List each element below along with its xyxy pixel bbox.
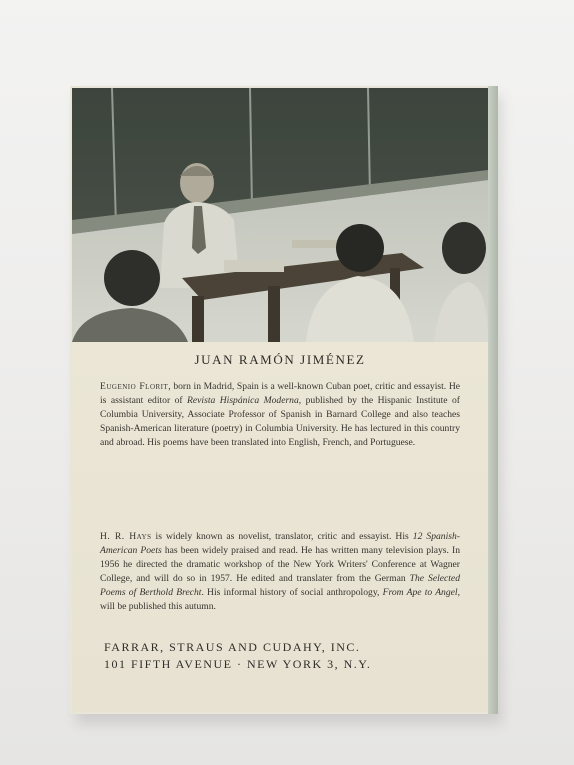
bio-hr-hays [100, 530, 460, 614]
bio-hays-book2: The Selected Poems of Berthold Brecht [100, 573, 460, 598]
bio-florit-name: Eugenio Florit [100, 381, 169, 392]
author-name-heading: JUAN RAMÓN JIMÉNEZ [194, 352, 366, 367]
book-spine-edge [488, 86, 498, 714]
publisher-address: 101 FIFTH AVENUE · NEW YORK 3, N.Y. [104, 657, 372, 671]
publisher-name: FARRAR, STRAUS AND CUDAHY, INC. [104, 640, 361, 654]
bio-hays-name: H. R. Hays [100, 531, 152, 542]
bio-florit-text-b: , published by the Hispanic Institute of Columbia University, Associate Professor of Spanish in Barnard College and also teaches Spanish-American literature (poetry) in Columbia University. He has lectured in this country and abroad. His poems have been translated into English, French, and Portuguese. [100, 395, 460, 448]
cover-photograph-image [72, 88, 488, 342]
bio-hays-text-a: is widely known as novelist, translator, critic and essayist. His [151, 531, 413, 542]
bio-hays-book3: From Ape to Angel [382, 587, 458, 598]
bio-florit-journal: Revista Hispánica Moderna [187, 395, 299, 406]
bio-florit-text-a: , born in Madrid, Spain is a well-known Cuban poet, critic and essayist. He is assistant editor of [100, 381, 461, 406]
bio-hays-text-d: , will be published this autumn. [100, 587, 460, 612]
bio-hays-text-b: has been widely praised and read. He has written many television plays. In 1956 he directed the dramatic workshop of the New York Writers' Conference at Wagner College, and will do so in 1957. He edited and translater from the German [100, 545, 461, 584]
bio-hays-text-c: . His informal history of social anthropology, [201, 587, 383, 598]
cover-photograph [72, 88, 488, 342]
bio-eugenio-florit [100, 380, 460, 450]
bio-hays-book1: 12 Spanish-American Poets [100, 531, 460, 556]
